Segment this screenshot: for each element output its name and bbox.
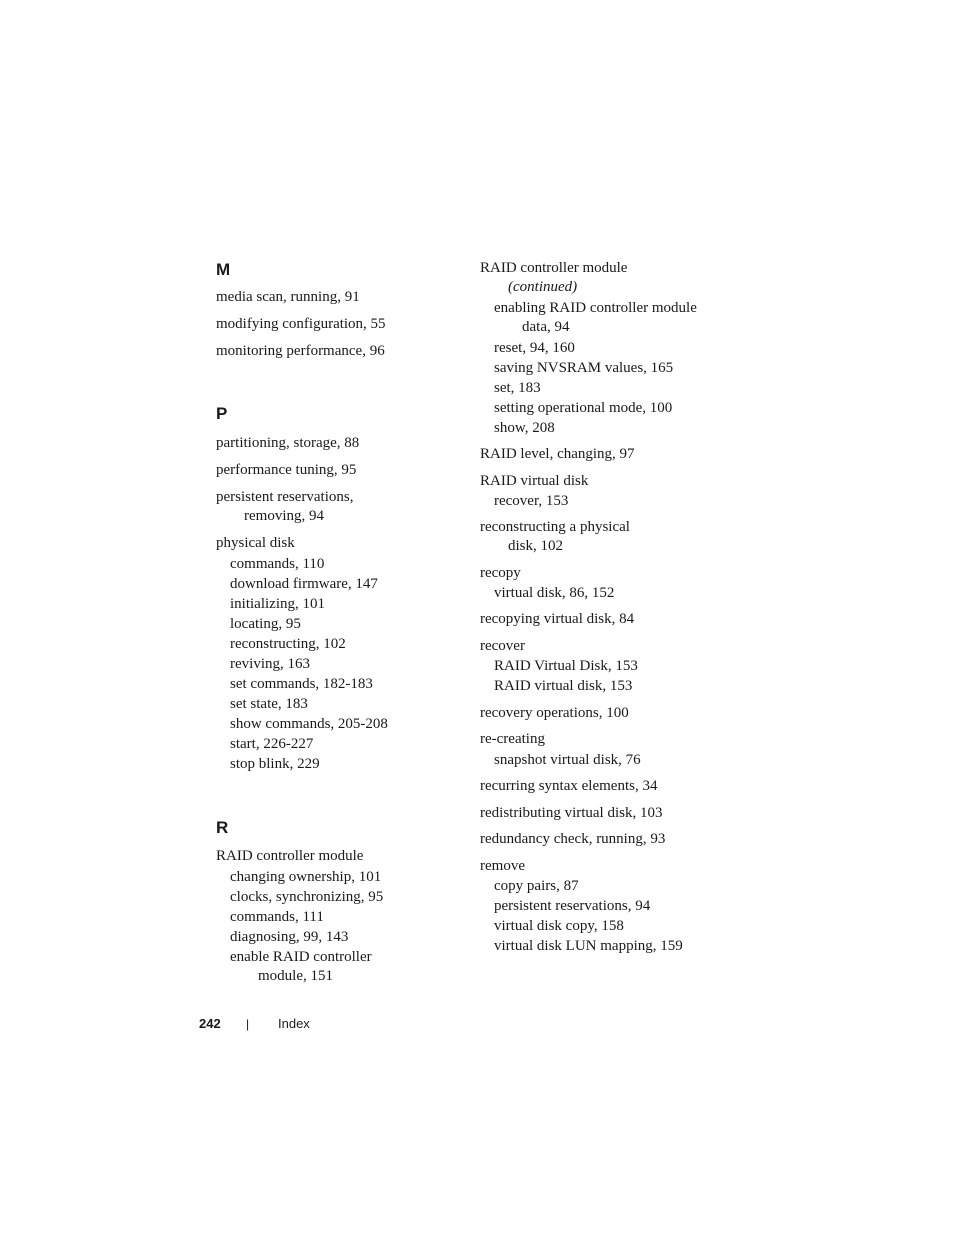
index-column-right bbox=[480, 259, 730, 956]
index-subentry: show commands, 205-208 bbox=[230, 716, 388, 732]
index-entry: RAID virtual disk bbox=[480, 473, 589, 489]
index-entry: media scan, running, 91 bbox=[216, 289, 360, 305]
index-subentry: start, 226-227 bbox=[230, 736, 314, 752]
footer-separator: | bbox=[246, 1017, 250, 1031]
index-entry-continuation: removing, 94 bbox=[244, 508, 324, 524]
section-letter-p: P bbox=[216, 404, 228, 423]
index-subentry: reset, 94, 160 bbox=[494, 340, 575, 356]
index-entry-continuation: disk, 102 bbox=[508, 538, 564, 554]
index-subentry-continuation: data, 94 bbox=[522, 319, 570, 335]
index-subentry: recover, 153 bbox=[494, 493, 569, 509]
index-entry: persistent reservations, bbox=[216, 489, 354, 505]
index-subentry: set state, 183 bbox=[230, 696, 308, 712]
index-entry: recovery operations, 100 bbox=[480, 705, 629, 721]
section-letter-r: R bbox=[216, 818, 229, 837]
index-subentry: set commands, 182-183 bbox=[230, 676, 373, 692]
index-entry: RAID controller module bbox=[480, 260, 628, 276]
index-entry: redistributing virtual disk, 103 bbox=[480, 805, 663, 821]
index-entry: recopy bbox=[480, 565, 521, 581]
index-entry: RAID level, changing, 97 bbox=[480, 446, 635, 462]
index-entry: recover bbox=[480, 638, 525, 654]
index-subentry: clocks, synchronizing, 95 bbox=[230, 889, 384, 905]
index-entry: partitioning, storage, 88 bbox=[216, 435, 360, 451]
index-subentry: reconstructing, 102 bbox=[230, 636, 346, 652]
index-subentry: virtual disk copy, 158 bbox=[494, 918, 624, 934]
index-subentry: set, 183 bbox=[494, 380, 541, 396]
index-subentry: enable RAID controller bbox=[230, 949, 372, 965]
index-subentry: enabling RAID controller module bbox=[494, 300, 697, 316]
index-subentry: copy pairs, 87 bbox=[494, 878, 579, 894]
index-entry: monitoring performance, 96 bbox=[216, 343, 385, 359]
index-subentry: setting operational mode, 100 bbox=[494, 400, 673, 416]
continued-label: (continued) bbox=[508, 279, 578, 295]
index-subentry: initializing, 101 bbox=[230, 596, 325, 612]
footer-section-name: Index bbox=[278, 1016, 310, 1031]
index-subentry-continuation: module, 151 bbox=[258, 968, 333, 984]
index-entry: remove bbox=[480, 858, 525, 874]
page-number: 242 bbox=[199, 1016, 221, 1031]
index-subentry: diagnosing, 99, 143 bbox=[230, 929, 349, 945]
index-entry: performance tuning, 95 bbox=[216, 462, 357, 478]
index-subentry: RAID Virtual Disk, 153 bbox=[494, 658, 638, 674]
index-subentry: stop blink, 229 bbox=[230, 756, 320, 772]
index-entry: re-creating bbox=[480, 731, 545, 747]
index-subentry: virtual disk LUN mapping, 159 bbox=[494, 938, 683, 954]
index-subentry: download firmware, 147 bbox=[230, 576, 378, 592]
index-column-left-p bbox=[216, 404, 466, 774]
index-subentry: persistent reservations, 94 bbox=[494, 898, 651, 914]
index-subentry: locating, 95 bbox=[230, 616, 301, 632]
index-entry: redundancy check, running, 93 bbox=[480, 831, 666, 847]
index-column-left bbox=[216, 260, 466, 361]
index-subentry: show, 208 bbox=[494, 420, 555, 436]
index-subentry: reviving, 163 bbox=[230, 656, 310, 672]
section-letter-m: M bbox=[216, 260, 231, 279]
index-subentry: commands, 111 bbox=[230, 909, 324, 925]
index-entry: reconstructing a physical bbox=[480, 519, 630, 535]
index-entry: recopying virtual disk, 84 bbox=[480, 611, 635, 627]
index-subentry: RAID virtual disk, 153 bbox=[494, 678, 633, 694]
index-subentry: snapshot virtual disk, 76 bbox=[494, 752, 641, 768]
index-subentry: changing ownership, 101 bbox=[230, 869, 382, 885]
index-subentry: virtual disk, 86, 152 bbox=[494, 585, 615, 601]
index-entry: recurring syntax elements, 34 bbox=[480, 778, 658, 794]
index-column-left-r bbox=[216, 818, 466, 986]
index-subentry: saving NVSRAM values, 165 bbox=[494, 360, 674, 376]
index-subentry: commands, 110 bbox=[230, 556, 325, 572]
index-entry: physical disk bbox=[216, 535, 295, 551]
index-entry: modifying configuration, 55 bbox=[216, 316, 386, 332]
index-entry: RAID controller module bbox=[216, 848, 364, 864]
